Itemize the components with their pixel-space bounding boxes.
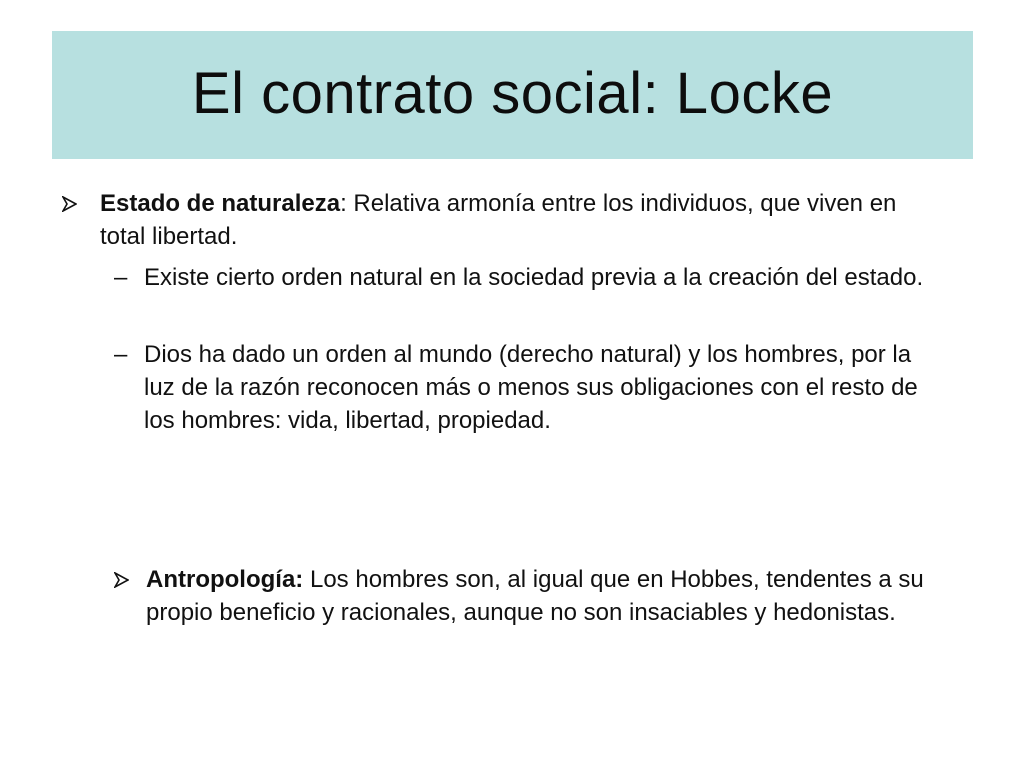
bullet-estado-naturaleza bbox=[62, 187, 942, 253]
bullet-antropologia bbox=[114, 563, 934, 629]
arrow-bullet-icon bbox=[62, 187, 100, 220]
dash-marker: – bbox=[114, 264, 128, 291]
bullet-content bbox=[146, 563, 934, 629]
subitem-text: Existe cierto orden natural en la sociedad previa a la creación del estado. bbox=[144, 264, 924, 291]
subitem-dios-orden bbox=[114, 338, 934, 437]
dash-marker: – bbox=[114, 341, 128, 368]
title-bar bbox=[52, 31, 973, 159]
arrow-bullet-icon bbox=[114, 563, 146, 596]
subitem-text: Dios ha dado un orden al mundo (derecho natural) y los hombres, por la luz de la razón reconocen más o menos sus obligaciones con el resto de los hombres: vida, libertad, propiedad. bbox=[144, 341, 918, 434]
bullet-content bbox=[100, 187, 942, 253]
bullet-term: Estado de naturaleza bbox=[100, 190, 341, 217]
subitem-orden-natural bbox=[114, 261, 934, 294]
bullet-text: Los hombres son, al igual que en Hobbes, tendentes a su propio beneficio y racionales, aunque no son insaciables y hedonistas. bbox=[146, 566, 924, 626]
slide-title: El contrato social: Locke bbox=[191, 60, 834, 126]
bullet-text: : Relativa armonía entre los individuos, que viven en total libertad. bbox=[100, 190, 897, 250]
bullet-term: Antropología: bbox=[146, 566, 304, 593]
